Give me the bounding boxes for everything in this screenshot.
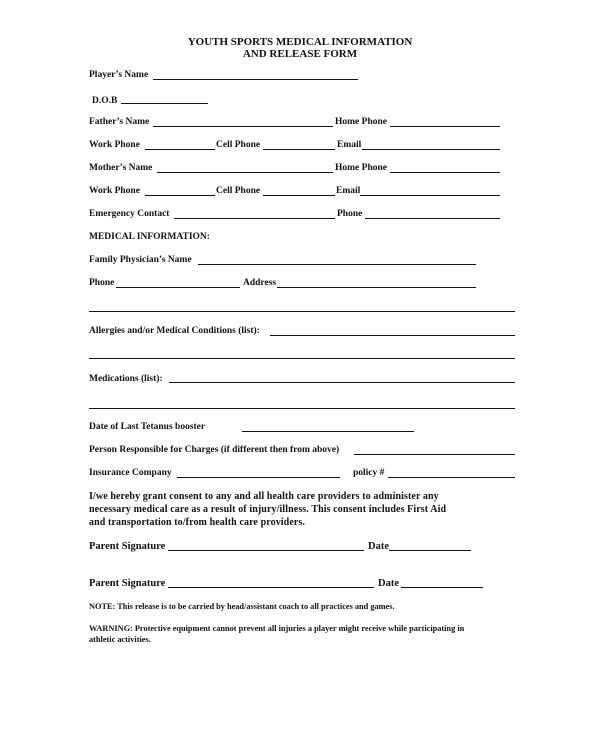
home-phone-1-label: Home Phone [335, 117, 387, 127]
players-name-label: Player’s Name [89, 70, 149, 80]
emergency-phone-label: Phone [337, 209, 363, 219]
responsible-field[interactable] [354, 454, 515, 455]
family-physician-label: Family Physician’s Name [89, 255, 192, 265]
date-1-label: Date [368, 541, 389, 552]
cell-phone-1-field[interactable] [263, 149, 335, 150]
physician-phone-label: Phone [89, 278, 115, 288]
work-phone-1-label: Work Phone [89, 140, 140, 150]
parent-signature-2-field[interactable] [168, 587, 374, 588]
consent-text-line-1: I/we hereby grant consent to any and all health care providers to administer any [89, 491, 439, 502]
note-text: NOTE: This release is to be carried by head/assistant coach to all practices and games. [89, 602, 395, 611]
dob-label: D.O.B [92, 96, 118, 106]
allergies-field[interactable] [270, 335, 515, 336]
email-2-field[interactable] [360, 195, 500, 196]
email-1-field[interactable] [362, 149, 500, 150]
cell-phone-2-label: Cell Phone [216, 186, 261, 196]
emergency-phone-field[interactable] [365, 218, 500, 219]
emergency-contact-field[interactable] [174, 218, 335, 219]
medications-field-line-2[interactable] [89, 408, 515, 409]
tetanus-field[interactable] [242, 431, 414, 432]
mothers-name-field[interactable] [157, 172, 333, 173]
allergies-field-line-2[interactable] [89, 358, 515, 359]
family-physician-field[interactable] [198, 264, 476, 265]
medications-field[interactable] [169, 382, 515, 383]
fathers-name-label: Father’s Name [89, 117, 150, 127]
date-2-field[interactable] [401, 587, 483, 588]
tetanus-label: Date of Last Tetanus booster [89, 422, 206, 432]
blank-line[interactable] [89, 311, 515, 312]
fathers-name-field[interactable] [153, 126, 333, 127]
policy-label: policy # [353, 468, 385, 478]
dob-field[interactable] [121, 103, 208, 104]
work-phone-2-field[interactable] [145, 195, 215, 196]
date-2-label: Date [378, 578, 399, 589]
email-1-label: Email [337, 140, 362, 150]
insurance-company-field[interactable] [177, 477, 340, 478]
home-phone-2-label: Home Phone [335, 163, 387, 173]
consent-text-line-2: necessary medical care as a result of injury/illness. This consent includes First Aid [89, 504, 447, 515]
parent-signature-2-label: Parent Signature [89, 578, 166, 589]
date-1-field[interactable] [389, 550, 471, 551]
physician-phone-field[interactable] [116, 287, 240, 288]
medical-information-heading: MEDICAL INFORMATION: [89, 232, 210, 242]
home-phone-2-field[interactable] [390, 172, 500, 173]
insurance-company-label: Insurance Company [89, 468, 172, 478]
emergency-contact-label: Emergency Contact [89, 209, 170, 219]
physician-address-label: Address [243, 278, 277, 288]
allergies-label: Allergies and/or Medical Conditions (list): [89, 326, 260, 336]
work-phone-2-label: Work Phone [89, 186, 140, 196]
work-phone-1-field[interactable] [145, 149, 215, 150]
physician-address-field[interactable] [277, 287, 476, 288]
policy-field[interactable] [388, 477, 515, 478]
cell-phone-2-field[interactable] [263, 195, 335, 196]
players-name-field[interactable] [153, 79, 358, 80]
warning-text-line-1: WARNING: Protective equipment cannot prevent all injuries a player might receive while participating in [89, 624, 465, 633]
cell-phone-1-label: Cell Phone [216, 140, 261, 150]
parent-signature-1-label: Parent Signature [89, 541, 166, 552]
email-2-label: Email [336, 186, 361, 196]
parent-signature-1-field[interactable] [168, 550, 364, 551]
form-title-line-1: YOUTH SPORTS MEDICAL INFORMATION [187, 36, 413, 48]
form-title-line-2: AND RELEASE FORM [242, 48, 358, 60]
medications-label: Medications (list): [89, 374, 163, 384]
responsible-label: Person Responsible for Charges (if different then from above) [89, 445, 340, 455]
warning-text-line-2: athletic activities. [89, 635, 151, 644]
consent-text-line-3: and transportation to/from health care providers. [89, 517, 306, 528]
mothers-name-label: Mother’s Name [89, 163, 153, 173]
home-phone-1-field[interactable] [390, 126, 500, 127]
